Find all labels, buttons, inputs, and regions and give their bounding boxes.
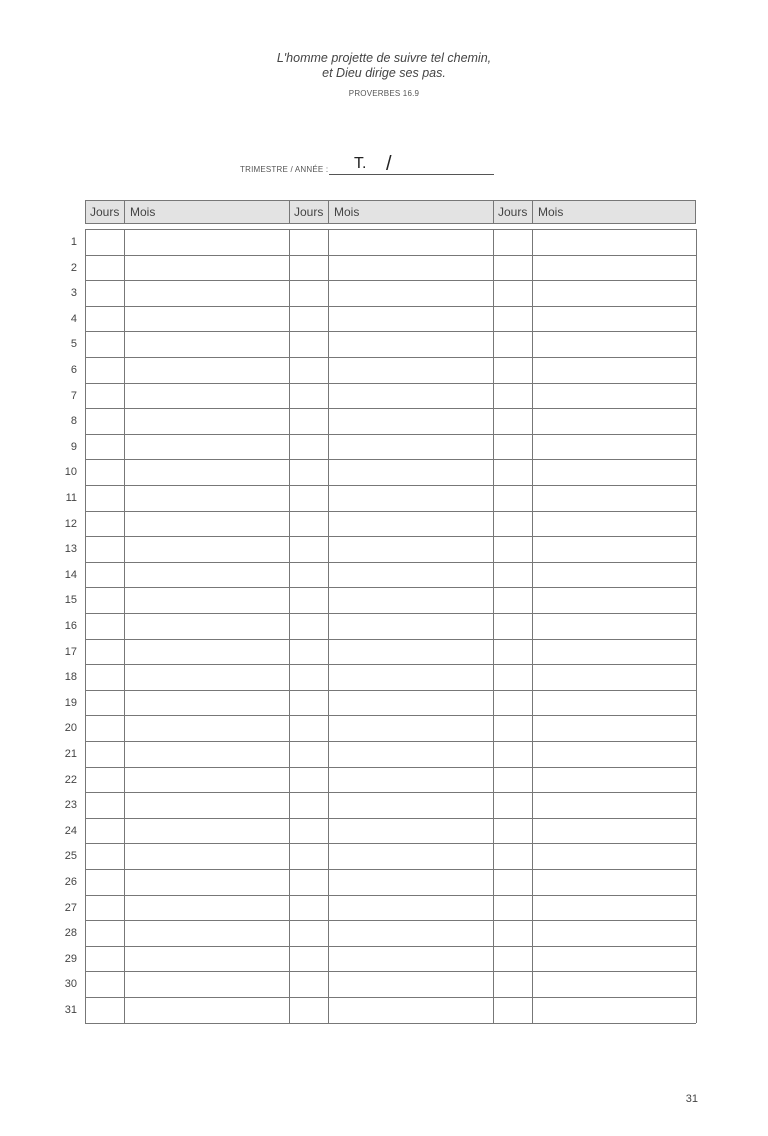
quote-reference: PROVERBES 16.9: [348, 89, 420, 98]
trimestre-value: T.: [354, 155, 367, 172]
grid-column-line: [85, 229, 86, 1023]
grid-row-line: [85, 357, 696, 358]
grid-row-line: [85, 331, 696, 332]
grid-row-line: [85, 613, 696, 614]
row-number: 28: [64, 927, 77, 939]
row-number: 14: [64, 569, 77, 581]
row-number: 1: [70, 236, 77, 248]
trimestre-underline: [329, 174, 494, 175]
grid-column-line: [124, 229, 125, 1023]
row-number: 12: [64, 518, 77, 530]
grid-row-line: [85, 741, 696, 742]
grid-column-line: [328, 229, 329, 1023]
grid-row-line: [85, 511, 696, 512]
grid-row-line: [85, 434, 696, 435]
grid-row-line: [85, 587, 696, 588]
header-divider: [532, 201, 533, 223]
header-divider: [328, 201, 329, 223]
row-number: 3: [70, 287, 77, 299]
row-number: 4: [70, 313, 77, 325]
row-number: 19: [64, 697, 77, 709]
row-number: 13: [64, 543, 77, 555]
row-number: 6: [70, 364, 77, 376]
grid-row-line: [85, 971, 696, 972]
row-number: 24: [64, 825, 77, 837]
row-number: 27: [64, 902, 77, 914]
header-mois-3: Mois: [538, 205, 564, 219]
grid-row-line: [85, 690, 696, 691]
row-number: 11: [65, 492, 77, 504]
grid-row-line: [85, 229, 696, 230]
table-header: [85, 200, 696, 224]
grid-row-line: [85, 459, 696, 460]
grid-row-line: [85, 946, 696, 947]
grid-row-line: [85, 485, 696, 486]
grid-row-line: [85, 792, 696, 793]
quote-line-2: et Dieu dirige ses pas.: [322, 66, 446, 80]
row-number: 15: [64, 594, 77, 606]
grid-column-line: [696, 229, 697, 1023]
header-mois-2: Mois: [334, 205, 360, 219]
header-mois-1: Mois: [130, 205, 156, 219]
row-number: 26: [64, 876, 77, 888]
row-number: 18: [64, 671, 77, 683]
row-number: 20: [64, 722, 77, 734]
row-number: 25: [64, 850, 77, 862]
row-number: 7: [70, 390, 77, 402]
grid-row-line: [85, 818, 696, 819]
row-number: 21: [64, 748, 77, 760]
header-divider: [124, 201, 125, 223]
row-number: 22: [64, 774, 77, 786]
grid-column-line: [493, 229, 494, 1023]
row-number: 31: [64, 1004, 77, 1016]
grid-row-line: [85, 280, 696, 281]
grid-row-line: [85, 997, 696, 998]
grid-row-line: [85, 383, 696, 384]
grid-row-line: [85, 920, 696, 921]
grid-row-line: [85, 767, 696, 768]
row-number: 9: [70, 441, 77, 453]
row-number: 17: [64, 646, 77, 658]
grid-row-line: [85, 306, 696, 307]
header-jours-2: Jours: [294, 205, 324, 219]
row-number: 29: [64, 953, 77, 965]
grid-row-line: [85, 639, 696, 640]
row-number: 30: [64, 978, 77, 990]
grid-row-line: [85, 715, 696, 716]
quote-line-1: L'homme projette de suivre tel chemin,: [276, 51, 492, 65]
grid-column-line: [532, 229, 533, 1023]
row-number: 8: [70, 415, 77, 427]
row-number: 5: [70, 338, 77, 350]
trimestre-slash: /: [386, 153, 392, 175]
header-jours-1: Jours: [90, 205, 120, 219]
grid-row-line: [85, 1023, 696, 1024]
grid-row-line: [85, 869, 696, 870]
grid-row-line: [85, 562, 696, 563]
grid-row-line: [85, 255, 696, 256]
grid-column-line: [289, 229, 290, 1023]
grid-row-line: [85, 843, 696, 844]
grid-row-line: [85, 664, 696, 665]
row-number: 2: [70, 262, 77, 274]
trimestre-field[interactable]: [240, 154, 494, 176]
header-jours-3: Jours: [498, 205, 528, 219]
grid-row-line: [85, 536, 696, 537]
page-number: 31: [685, 1093, 698, 1105]
quote-block: [0, 51, 768, 98]
grid-row-line: [85, 895, 696, 896]
grid-row-line: [85, 408, 696, 409]
trimestre-label: TRIMESTRE / ANNÉE :: [240, 165, 329, 174]
row-number: 23: [64, 799, 77, 811]
row-number: 10: [64, 466, 77, 478]
row-number: 16: [64, 620, 77, 632]
